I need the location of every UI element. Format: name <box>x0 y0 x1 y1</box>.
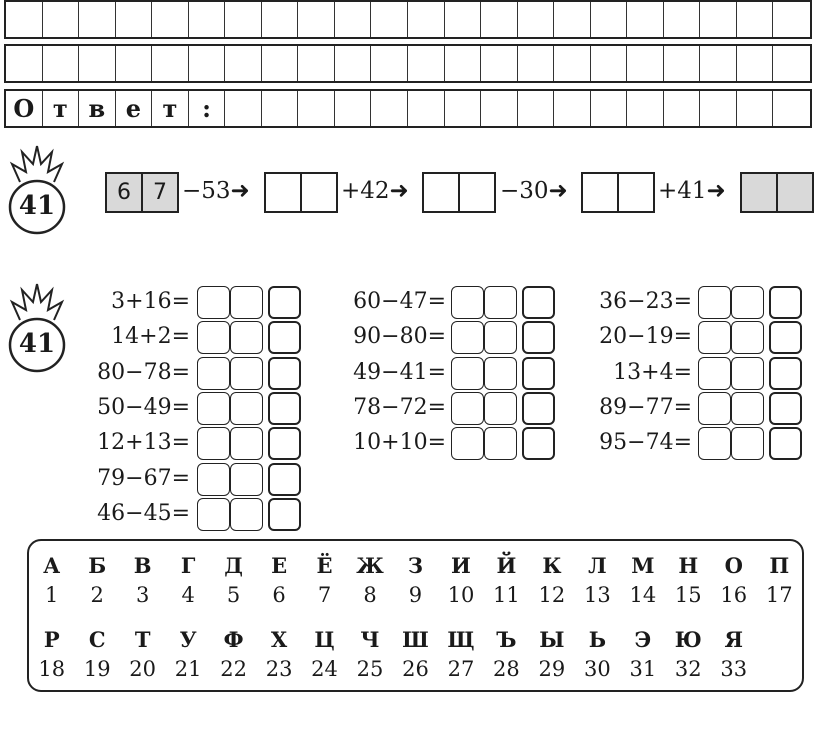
answer-cell[interactable] <box>445 46 482 81</box>
answer-cell[interactable] <box>664 46 701 81</box>
alphabet-row-2-letters <box>29 627 802 652</box>
alphabet-number: 32 <box>674 657 702 681</box>
digit-box[interactable] <box>698 357 731 390</box>
digit-box[interactable] <box>230 498 263 531</box>
alphabet-letter: Щ <box>447 627 475 652</box>
digit-box[interactable] <box>197 321 230 354</box>
answer-cell[interactable] <box>152 2 189 37</box>
alphabet-letter: М <box>631 553 655 578</box>
letter-box[interactable] <box>522 286 555 319</box>
letter-box[interactable] <box>769 321 802 354</box>
chain-op-2: +42➜ <box>341 178 409 204</box>
alphabet-number: 7 <box>317 583 332 607</box>
task-number-badge: 41 <box>18 191 56 221</box>
alphabet-number: 22 <box>220 657 247 681</box>
expression-label: 78−72= <box>353 394 446 420</box>
digit-box[interactable] <box>451 427 484 460</box>
alphabet-letter: Ф <box>223 627 244 652</box>
alphabet-number: 16 <box>720 583 748 607</box>
digit-box[interactable] <box>197 463 230 496</box>
letter-box[interactable] <box>268 286 301 319</box>
answer-cell[interactable] <box>225 91 262 126</box>
chain-answer-box-3[interactable] <box>581 172 655 213</box>
alphabet-number: 24 <box>311 657 338 681</box>
alphabet-letter: Е <box>271 553 288 578</box>
answer-cell[interactable] <box>518 91 555 126</box>
answer-cell[interactable] <box>371 2 408 37</box>
answer-cell[interactable] <box>225 46 262 81</box>
alphabet-number: 14 <box>629 583 657 607</box>
digit-box[interactable] <box>731 286 764 319</box>
answer-cell[interactable] <box>773 91 810 126</box>
answer-cell[interactable] <box>116 46 153 81</box>
answer-cell[interactable] <box>737 46 774 81</box>
answer-boxes[interactable] <box>451 392 555 425</box>
alphabet-number: 23 <box>265 657 293 681</box>
alphabet-letter: Э <box>634 627 652 652</box>
letter-box[interactable] <box>522 392 555 425</box>
answer-cell[interactable] <box>518 46 555 81</box>
answer-cell[interactable] <box>554 91 591 126</box>
answer-cell: О <box>6 91 43 126</box>
answer-cell[interactable] <box>700 91 737 126</box>
alphabet-number: 8 <box>363 583 377 607</box>
alphabet-number: 3 <box>135 583 150 607</box>
expression-label: 10+10= <box>353 430 446 456</box>
alphabet-row-1-letters <box>29 553 802 578</box>
digit-box[interactable] <box>451 286 484 319</box>
answer-boxes[interactable] <box>698 321 802 354</box>
alphabet-number: 10 <box>447 583 475 607</box>
answer-cell[interactable] <box>700 46 737 81</box>
alphabet-letter: Б <box>88 553 107 578</box>
alphabet-number: 4 <box>181 583 195 607</box>
alphabet-letter: З <box>407 553 424 578</box>
answer-boxes[interactable] <box>197 463 301 496</box>
alphabet-letter: Р <box>43 627 60 652</box>
digit-box[interactable] <box>731 427 764 460</box>
digit-box[interactable] <box>698 286 731 319</box>
alphabet-number: 11 <box>493 583 520 607</box>
answer-cell[interactable] <box>664 2 701 37</box>
digit-box[interactable] <box>230 463 263 496</box>
answer-boxes[interactable] <box>451 286 555 319</box>
answer-boxes[interactable] <box>451 321 555 354</box>
answer-boxes[interactable] <box>197 392 301 425</box>
alphabet-letter: Г <box>180 553 196 578</box>
digit-box[interactable] <box>197 286 230 319</box>
answer-boxes[interactable] <box>451 427 555 460</box>
answer-boxes[interactable] <box>451 357 555 390</box>
digit-box[interactable] <box>484 427 517 460</box>
digit-box[interactable] <box>484 321 517 354</box>
answer-cell[interactable] <box>408 91 445 126</box>
alphabet-number: 5 <box>226 583 241 607</box>
alphabet-letter: Х <box>270 627 288 652</box>
answer-boxes[interactable] <box>197 321 301 354</box>
alphabet-number: 17 <box>765 583 793 607</box>
task-number-badge: 41 <box>18 329 56 359</box>
digit-box[interactable] <box>731 357 764 390</box>
expression-label: 36−23= <box>599 289 692 314</box>
alphabet-letter: Ё <box>316 553 333 578</box>
answer-cell: в <box>79 91 116 126</box>
expression-label: 80−78= <box>97 359 190 385</box>
answer-cell[interactable] <box>79 2 116 37</box>
digit-box[interactable] <box>698 427 731 460</box>
letter-box[interactable] <box>268 427 301 460</box>
answer-cell[interactable] <box>700 2 737 37</box>
chain-op-1: −53➜ <box>182 178 250 204</box>
alphabet-number: 33 <box>720 657 748 681</box>
digit-box[interactable] <box>230 321 263 354</box>
digit-box[interactable] <box>451 357 484 390</box>
alphabet-number: 12 <box>538 583 566 607</box>
answer-cell[interactable] <box>481 46 518 81</box>
answer-cell[interactable] <box>481 91 518 126</box>
letter-box[interactable] <box>769 427 802 460</box>
alphabet-number: 25 <box>356 657 384 681</box>
digit-box[interactable] <box>731 392 764 425</box>
alphabet-letter: Я <box>724 627 744 652</box>
answer-cell[interactable] <box>335 46 372 81</box>
chain-start-box <box>105 172 179 213</box>
answer-cell[interactable] <box>43 46 80 81</box>
alphabet-letter: Н <box>678 553 699 578</box>
expression-label: 60−47= <box>353 289 446 314</box>
expression-label: 14+2= <box>111 324 190 350</box>
alphabet-letter: Ш <box>402 627 429 652</box>
answer-cell[interactable] <box>627 46 664 81</box>
alphabet-number: 1 <box>45 583 59 607</box>
letter-box[interactable] <box>268 498 301 531</box>
chain-final-box[interactable] <box>740 172 814 213</box>
letter-box[interactable] <box>769 357 802 390</box>
letter-box[interactable] <box>268 321 301 354</box>
answer-cell[interactable] <box>408 2 445 37</box>
answer-cell[interactable] <box>262 46 299 81</box>
alphabet-letter: Ь <box>588 627 607 652</box>
answer-cell[interactable] <box>262 2 299 37</box>
answer-cell[interactable] <box>591 91 628 126</box>
digit-box[interactable] <box>230 357 263 390</box>
answer-boxes[interactable] <box>197 498 301 531</box>
digit-box[interactable] <box>698 392 731 425</box>
answer-cell[interactable] <box>445 2 482 37</box>
answer-cell[interactable] <box>189 46 226 81</box>
pineapple-icon <box>6 142 68 236</box>
alphabet-number: 29 <box>538 657 566 681</box>
answer-cell[interactable] <box>6 46 43 81</box>
answer-strip-1[interactable] <box>4 0 812 39</box>
letter-box[interactable] <box>522 357 555 390</box>
answer-cell[interactable] <box>6 2 43 37</box>
alphabet-row-1-numbers <box>29 583 802 607</box>
answer-cell[interactable] <box>737 91 774 126</box>
letter-box[interactable] <box>522 427 555 460</box>
digit-box[interactable] <box>230 392 263 425</box>
digit-box[interactable] <box>484 286 517 319</box>
alphabet-letter: П <box>769 553 790 578</box>
digit-box[interactable] <box>230 286 263 319</box>
digit-box[interactable] <box>731 321 764 354</box>
alphabet-number: 18 <box>38 657 66 681</box>
answer-boxes[interactable] <box>197 427 301 460</box>
alphabet-number: 6 <box>272 583 286 607</box>
pineapple-icon <box>6 280 68 374</box>
answer-cell[interactable] <box>773 2 810 37</box>
alphabet-letter: У <box>179 627 197 652</box>
answer-cell[interactable] <box>737 2 774 37</box>
chain-answer-box-2[interactable] <box>422 172 496 213</box>
expression-label: 50−49= <box>97 394 190 420</box>
alphabet-number: 20 <box>129 657 157 681</box>
alphabet-letter: Ю <box>674 627 702 652</box>
answer-cell: е <box>116 91 153 126</box>
expression-label: 3+16= <box>111 289 190 314</box>
alphabet-number: 31 <box>629 657 657 681</box>
alphabet-letter: С <box>88 627 106 652</box>
expression-label: 46−45= <box>97 500 190 526</box>
alphabet-number: 26 <box>402 657 429 681</box>
digit-box[interactable] <box>230 427 263 460</box>
alphabet-row-2-numbers <box>29 657 802 681</box>
expression-label: 13+4= <box>613 359 692 385</box>
answer-cell: т <box>152 91 189 126</box>
answer-strip-2[interactable] <box>4 44 812 83</box>
alphabet-letter: Л <box>588 553 607 578</box>
alphabet-number: 28 <box>493 657 520 681</box>
alphabet-letter: Ж <box>356 553 384 578</box>
answer-boxes[interactable] <box>698 286 802 319</box>
alphabet-letter: Й <box>496 553 517 578</box>
answer-cell[interactable] <box>43 2 80 37</box>
alphabet-letter: Т <box>134 627 151 652</box>
answer-cell[interactable] <box>79 46 116 81</box>
alphabet-number: 27 <box>447 657 475 681</box>
answer-boxes[interactable] <box>197 286 301 319</box>
alphabet-letter: А <box>43 553 61 578</box>
expression-label: 95−74= <box>599 430 692 456</box>
answer-cell: т <box>43 91 80 126</box>
digit-box[interactable] <box>451 392 484 425</box>
digit-box[interactable] <box>197 498 230 531</box>
digit-box[interactable] <box>484 357 517 390</box>
alphabet-number: 9 <box>408 583 423 607</box>
digit-box[interactable] <box>197 392 230 425</box>
answer-cell[interactable] <box>335 91 372 126</box>
answer-cell[interactable] <box>518 2 555 37</box>
answer-cell[interactable] <box>335 2 372 37</box>
expression-label: 79−67= <box>97 465 190 491</box>
answer-boxes[interactable] <box>698 357 802 390</box>
answer-cell[interactable] <box>116 2 153 37</box>
answer-cell[interactable] <box>591 2 628 37</box>
digit-box[interactable] <box>698 321 731 354</box>
alphabet-letter: И <box>451 553 471 578</box>
alphabet-number: 30 <box>583 657 611 681</box>
expression-label: 89−77= <box>599 394 692 420</box>
answer-cell[interactable] <box>298 46 335 81</box>
answer-boxes[interactable] <box>698 427 802 460</box>
expression-label: 20−19= <box>599 324 692 350</box>
chain-op-3: −30➜ <box>500 178 568 204</box>
alphabet-letter: Ы <box>539 627 565 652</box>
answer-boxes[interactable] <box>698 392 802 425</box>
alphabet-number: 19 <box>83 657 111 681</box>
answer-cell[interactable] <box>664 91 701 126</box>
expression-label: 12+13= <box>97 430 190 456</box>
digit-box[interactable] <box>197 357 230 390</box>
answer-cell[interactable] <box>298 2 335 37</box>
answer-cell[interactable] <box>298 91 335 126</box>
letter-box[interactable] <box>268 463 301 496</box>
chain-start-digit: 6 <box>107 174 143 211</box>
answer-strip-3[interactable] <box>4 89 812 128</box>
expression-label: 49−41= <box>353 359 446 385</box>
alphabet-letter: В <box>133 553 152 578</box>
alphabet-letter: Ц <box>314 627 335 652</box>
answer-cell[interactable] <box>627 2 664 37</box>
chain-answer-box-1[interactable] <box>264 172 338 213</box>
answer-cell[interactable] <box>152 46 189 81</box>
answer-cell[interactable] <box>773 46 810 81</box>
answer-cell[interactable] <box>371 46 408 81</box>
alphabet-letter: О <box>724 553 743 578</box>
expression-label: 90−80= <box>353 324 446 350</box>
alphabet-letter: Д <box>224 553 243 578</box>
answer-cell[interactable] <box>627 91 664 126</box>
alphabet-number: 21 <box>174 657 202 681</box>
alphabet-number: 13 <box>583 583 611 607</box>
alphabet-number: 15 <box>674 583 702 607</box>
answer-cell[interactable] <box>481 2 518 37</box>
answer-cell: : <box>189 91 226 126</box>
answer-cell[interactable] <box>408 46 445 81</box>
answer-cell[interactable] <box>554 2 591 37</box>
chain-start-digit: 7 <box>143 174 177 211</box>
answer-cell[interactable] <box>262 91 299 126</box>
answer-cell[interactable] <box>554 46 591 81</box>
digit-box[interactable] <box>197 427 230 460</box>
answer-cell[interactable] <box>371 91 408 126</box>
alphabet-letter: Ч <box>360 627 380 652</box>
letter-box[interactable] <box>268 357 301 390</box>
answer-cell[interactable] <box>189 2 226 37</box>
alphabet-number: 2 <box>90 583 104 607</box>
alphabet-letter: К <box>542 553 562 578</box>
alphabet-letter: Ъ <box>496 627 517 652</box>
answer-cell[interactable] <box>225 2 262 37</box>
digit-box[interactable] <box>484 392 517 425</box>
alphabet-code-table <box>27 539 804 692</box>
answer-cell[interactable] <box>591 46 628 81</box>
chain-op-4: +41➜ <box>658 178 726 204</box>
letter-box[interactable] <box>769 392 802 425</box>
letter-box[interactable] <box>268 392 301 425</box>
digit-box[interactable] <box>451 321 484 354</box>
letter-box[interactable] <box>522 321 555 354</box>
letter-box[interactable] <box>769 286 802 319</box>
answer-cell[interactable] <box>445 91 482 126</box>
answer-boxes[interactable] <box>197 357 301 390</box>
